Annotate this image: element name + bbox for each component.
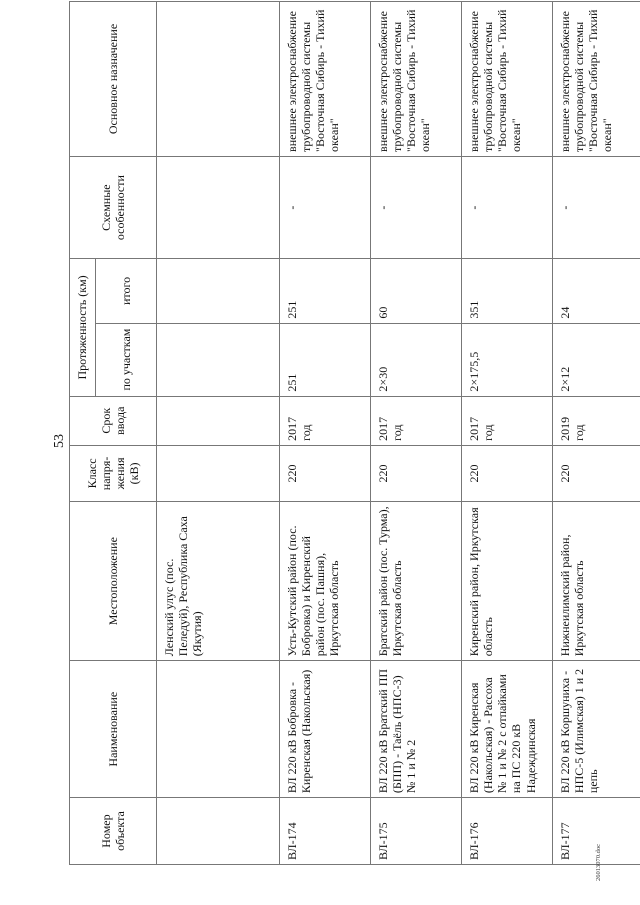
object-purpose: внешнее электроснабжение трубопроводной системы "Восточная Сибирь - Тихий океан" xyxy=(553,2,640,157)
object-length-sections: 2×175,5 xyxy=(462,323,553,396)
header-voltage-class: Класс напря-жения (кВ) xyxy=(70,445,157,501)
header-commissioning: Срок ввода xyxy=(70,396,157,445)
object-location: Киренский район, Иркутская область xyxy=(462,502,553,661)
table-row xyxy=(462,2,553,865)
object-number: ВЛ-174 xyxy=(280,798,371,865)
object-length-total: 251 xyxy=(280,259,371,323)
object-name: ВЛ 220 кВ Коршуниха - НПС-5 (Илимская) 1 и 2 цепь xyxy=(553,661,640,798)
object-year: 2017 год xyxy=(280,396,371,445)
object-voltage: 220 xyxy=(280,445,371,501)
header-row xyxy=(70,2,96,865)
table-row xyxy=(371,2,462,865)
object-length-total: 60 xyxy=(371,259,462,323)
object-number: ВЛ-175 xyxy=(371,798,462,865)
object-name: ВЛ 220 кВ Братский ПП (БПП) - Таёль (НПС-3) № 1 и № 2 xyxy=(371,661,462,798)
header-schematic: Схемные особенности xyxy=(70,156,157,258)
header-location: Местоположение xyxy=(70,502,157,661)
object-location: Братский район (пос. Турма), Иркутская область xyxy=(371,502,462,661)
object-location: Усть-Кутский район (пос. Бобровка) и Киренский район (пос. Пашня), Иркутская область xyxy=(280,502,371,661)
object-location: Нижнеилимский район, Иркутская область xyxy=(553,502,640,661)
header-number: Номер объекта xyxy=(70,798,157,865)
table-row xyxy=(280,2,371,865)
header-length: Протяженность (км) xyxy=(70,259,96,396)
rotated-page xyxy=(43,1,615,881)
object-length-sections: 2×30 xyxy=(371,323,462,396)
object-length-total: 351 xyxy=(462,259,553,323)
header-purpose: Основное назначение xyxy=(70,2,157,157)
object-length-sections: 2×12 xyxy=(553,323,640,396)
object-voltage: 220 xyxy=(371,445,462,501)
object-schematic: - xyxy=(280,156,371,258)
object-number: ВЛ-176 xyxy=(462,798,553,865)
object-schematic: - xyxy=(462,156,553,258)
continuation-location: Ленский улус (пос. Пеледуй), Республика Саха (Якутия) xyxy=(157,502,280,661)
object-schematic: - xyxy=(553,156,640,258)
continuation-row xyxy=(157,2,280,865)
header-name: Наименование xyxy=(70,661,157,798)
object-name: ВЛ 220 кВ Бобровка - Киренская (Накольская) xyxy=(280,661,371,798)
object-length-total: 24 xyxy=(553,259,640,323)
object-year: 2017 год xyxy=(371,396,462,445)
table-row xyxy=(553,2,640,865)
object-year: 2019 год xyxy=(553,396,640,445)
header-total: итого xyxy=(96,259,157,323)
object-number: ВЛ-177 xyxy=(553,798,640,865)
object-schematic: - xyxy=(371,156,462,258)
object-voltage: 220 xyxy=(462,445,553,501)
object-purpose: внешнее электроснабжение трубопроводной системы "Восточная Сибирь - Тихий океан" xyxy=(371,2,462,157)
objects-table xyxy=(69,1,640,865)
object-purpose: внешнее электроснабжение трубопроводной системы "Восточная Сибирь - Тихий океан" xyxy=(462,2,553,157)
object-purpose: внешнее электроснабжение трубопроводной системы "Восточная Сибирь - Тихий океан" xyxy=(280,2,371,157)
file-name-footer: 26013070.doc xyxy=(595,843,602,881)
page-number: 53 xyxy=(52,434,67,448)
object-length-sections: 251 xyxy=(280,323,371,396)
header-by-sections: по участкам xyxy=(96,323,157,396)
object-year: 2017 год xyxy=(462,396,553,445)
object-name: ВЛ 220 кВ Киренская (Накольская) - Рассоха № 1 и № 2 с отпайками на ПС 220 кВ Надеждинская xyxy=(462,661,553,798)
object-voltage: 220 xyxy=(553,445,640,501)
